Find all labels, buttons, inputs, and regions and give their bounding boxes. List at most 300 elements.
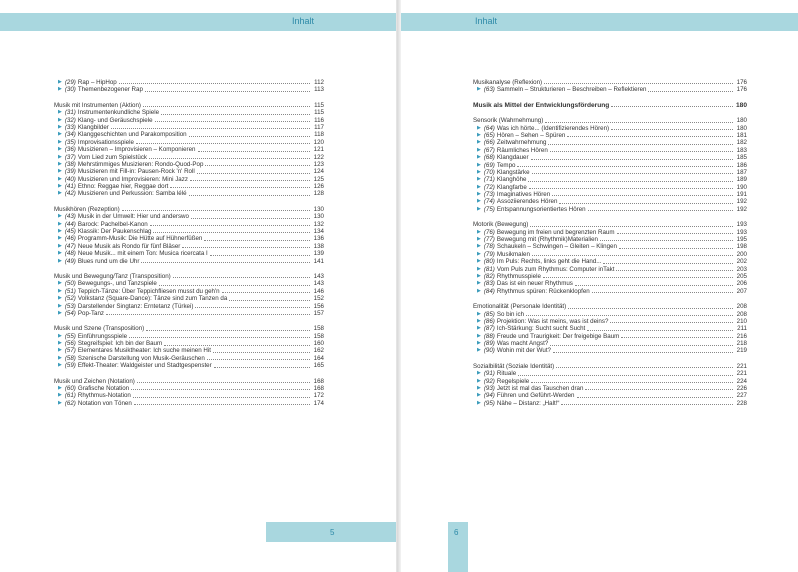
triangle-bullet-icon: ▶ bbox=[477, 310, 481, 317]
entry-title: Zeitwahrnehmung bbox=[496, 139, 547, 147]
entry-number: (83) bbox=[483, 280, 495, 288]
entry-number: (64) bbox=[483, 124, 495, 132]
dot-leader bbox=[189, 136, 310, 137]
page-ref: 143 bbox=[313, 272, 324, 280]
entry-title: Pop-Tanz bbox=[77, 309, 105, 317]
triangle-bullet-icon: ▶ bbox=[58, 302, 62, 309]
dot-leader bbox=[592, 292, 733, 293]
toc-entry-row bbox=[473, 162, 747, 169]
toc-entry-row bbox=[54, 362, 324, 369]
page-ref: 115 bbox=[314, 109, 324, 117]
triangle-bullet-icon: ▶ bbox=[58, 78, 62, 85]
toc-entry-row bbox=[473, 125, 747, 132]
triangle-bullet-icon: ▶ bbox=[477, 385, 481, 392]
entry-number: (57) bbox=[64, 347, 76, 355]
dot-leader bbox=[556, 367, 733, 368]
entry-title: Schaukeln – Schwingen – Gleiten – Klingen bbox=[496, 243, 617, 251]
entry-number: (80) bbox=[483, 258, 495, 266]
entry-number: (93) bbox=[483, 385, 495, 393]
page-ref: 152 bbox=[313, 295, 324, 303]
triangle-bullet-icon: ▶ bbox=[58, 332, 62, 339]
entry-number: (33) bbox=[64, 123, 76, 131]
page-ref: 122 bbox=[313, 153, 324, 161]
entry-title: So bin ich bbox=[496, 310, 525, 318]
entry-number: (79) bbox=[483, 250, 495, 258]
dot-leader bbox=[621, 337, 733, 338]
triangle-bullet-icon: ▶ bbox=[58, 116, 62, 123]
dot-leader bbox=[545, 122, 733, 123]
toc-entry-row bbox=[473, 325, 747, 332]
entry-title: Barock: Pachelbel-Kanon bbox=[77, 220, 148, 228]
page-ref: 183 bbox=[736, 146, 747, 154]
chapter-heading-row bbox=[473, 221, 747, 228]
page-ref: 191 bbox=[736, 191, 747, 199]
toc-entry-row bbox=[473, 243, 747, 250]
entry-number: (86) bbox=[483, 317, 495, 325]
entry-title: Nähe – Distanz: „Halt!“ bbox=[496, 399, 560, 407]
entry-title: Wohin mit der Wut? bbox=[496, 347, 551, 355]
toc-entry-row bbox=[473, 154, 747, 161]
page-ref: 205 bbox=[736, 272, 747, 280]
entry-number: (87) bbox=[483, 325, 495, 333]
entry-number: (43) bbox=[64, 213, 76, 221]
page-ref: 203 bbox=[736, 265, 747, 273]
entry-title: Jetzt ist mal das Tauschen dran bbox=[496, 385, 584, 393]
triangle-bullet-icon: ▶ bbox=[477, 236, 481, 243]
entry-title: Themenbezogener Rap bbox=[77, 86, 143, 94]
entry-number: (84) bbox=[483, 287, 495, 295]
triangle-bullet-icon: ▶ bbox=[477, 287, 481, 294]
dot-leader bbox=[197, 173, 310, 174]
triangle-bullet-icon: ▶ bbox=[58, 235, 62, 242]
entry-number: (76) bbox=[483, 228, 495, 236]
toc-entry-row bbox=[54, 400, 324, 407]
heading-title: Emotionalität (Personale Identität) bbox=[473, 303, 567, 311]
dot-leader bbox=[164, 345, 310, 346]
chapter-heading-row bbox=[473, 117, 747, 124]
dot-leader bbox=[561, 404, 733, 405]
entry-title: Musizieren und Improvisieren: Mini Jazz bbox=[77, 175, 188, 183]
toc-entry-row bbox=[473, 400, 747, 407]
chapter-heading-row bbox=[473, 303, 747, 310]
page-ref: 190 bbox=[736, 183, 747, 191]
entry-title: Improvisationsspiele bbox=[77, 138, 134, 146]
dot-leader bbox=[528, 181, 733, 182]
toc-entry-row bbox=[473, 333, 747, 340]
page-ref: 208 bbox=[736, 303, 747, 311]
dot-leader bbox=[150, 225, 310, 226]
right-table-of-contents bbox=[473, 79, 747, 415]
toc-entry-row bbox=[54, 392, 324, 399]
page-ref: 136 bbox=[313, 235, 324, 243]
chapter-heading-row bbox=[54, 102, 324, 109]
page-ref: 193 bbox=[736, 221, 747, 229]
dot-leader bbox=[585, 389, 733, 390]
entry-number: (53) bbox=[64, 302, 76, 310]
page-ref: 158 bbox=[313, 332, 324, 340]
page-ref: 123 bbox=[313, 160, 324, 168]
dot-leader bbox=[550, 151, 733, 152]
toc-entry-row bbox=[473, 258, 747, 265]
left-page-number: 5 bbox=[330, 528, 335, 537]
dot-leader bbox=[134, 404, 310, 405]
toc-entry-row bbox=[473, 348, 747, 355]
page-ref: 186 bbox=[736, 161, 747, 169]
heading-title: Musik und Zeichen (Notation) bbox=[54, 377, 135, 385]
page-ref: 130 bbox=[313, 213, 324, 221]
toc-entry-row bbox=[473, 340, 747, 347]
entry-title: Stegreifspiel: Ich bin der Baum bbox=[77, 340, 163, 348]
dot-leader bbox=[588, 210, 733, 211]
page-ref: 118 bbox=[314, 131, 324, 139]
entry-number: (55) bbox=[64, 332, 76, 340]
toc-entry-row bbox=[473, 392, 747, 399]
dot-leader bbox=[531, 382, 733, 383]
triangle-bullet-icon: ▶ bbox=[477, 258, 481, 265]
dot-leader bbox=[122, 210, 310, 211]
triangle-bullet-icon: ▶ bbox=[58, 340, 62, 347]
dot-leader bbox=[532, 255, 733, 256]
triangle-bullet-icon: ▶ bbox=[58, 347, 62, 354]
entry-number: (54) bbox=[64, 309, 76, 317]
entry-title: Ich-Stärkung: Sucht sucht Sucht bbox=[496, 325, 586, 333]
entry-title: Führen und Geführt-Werden bbox=[496, 392, 575, 400]
entry-title: Imaginatives Hören bbox=[496, 191, 551, 199]
toc-entry-row bbox=[473, 318, 747, 325]
toc-section bbox=[473, 303, 747, 355]
toc-entry-row bbox=[54, 333, 324, 340]
entry-number: (71) bbox=[483, 176, 495, 184]
triangle-bullet-icon: ▶ bbox=[58, 86, 62, 93]
entry-title: Klang- und Geräuschspiele bbox=[77, 116, 153, 124]
dot-leader bbox=[195, 307, 310, 308]
page-ref: 117 bbox=[314, 123, 324, 131]
page-ref: 139 bbox=[313, 250, 324, 258]
right-page-number: 6 bbox=[454, 528, 459, 537]
dot-leader bbox=[204, 240, 310, 241]
toc-entry-row bbox=[54, 243, 324, 250]
dot-leader bbox=[611, 129, 733, 130]
triangle-bullet-icon: ▶ bbox=[58, 309, 62, 316]
toc-entry-row bbox=[473, 184, 747, 191]
toc-entry-row bbox=[54, 117, 324, 124]
dot-leader bbox=[531, 159, 733, 160]
dot-leader bbox=[191, 218, 310, 219]
toc-entry-row bbox=[54, 154, 324, 161]
entry-number: (35) bbox=[64, 138, 76, 146]
page-ref: 226 bbox=[736, 385, 747, 393]
page-ref: 128 bbox=[313, 190, 324, 198]
toc-entry-row bbox=[54, 183, 324, 190]
toc-entry-row bbox=[473, 191, 747, 198]
entry-number: (42) bbox=[64, 190, 76, 198]
entry-number: (92) bbox=[483, 377, 495, 385]
dot-leader bbox=[529, 188, 733, 189]
page-ref: 174 bbox=[313, 399, 324, 407]
page-ref: 160 bbox=[313, 340, 324, 348]
dot-leader bbox=[600, 240, 733, 241]
entry-number: (59) bbox=[64, 362, 76, 370]
entry-title: Elementares Musiktheater: Ich suche meinen Hit bbox=[77, 347, 211, 355]
entry-number: (38) bbox=[64, 160, 76, 168]
page-ref: 181 bbox=[736, 131, 747, 139]
entry-number: (63) bbox=[483, 86, 495, 94]
triangle-bullet-icon: ▶ bbox=[477, 228, 481, 235]
heading-title: Musik mit Instrumenten (Aktion) bbox=[54, 101, 141, 109]
toc-section bbox=[54, 206, 324, 265]
triangle-bullet-icon: ▶ bbox=[58, 295, 62, 302]
chapter-heading-row bbox=[473, 363, 747, 370]
dot-leader bbox=[577, 397, 734, 398]
page-ref: 125 bbox=[313, 175, 324, 183]
page-ref: 138 bbox=[313, 242, 324, 250]
toc-entry-row bbox=[54, 235, 324, 242]
page-ref: 164 bbox=[313, 354, 324, 362]
page-ref: 206 bbox=[736, 280, 747, 288]
toc-entry-row bbox=[473, 139, 747, 146]
entry-title: Notation von Tönen bbox=[77, 399, 132, 407]
toc-entry-row bbox=[54, 190, 324, 197]
triangle-bullet-icon: ▶ bbox=[477, 86, 481, 93]
page-ref: 200 bbox=[736, 250, 747, 258]
dot-leader bbox=[611, 106, 733, 107]
toc-entry-row bbox=[473, 385, 747, 392]
entry-title: Ethno: Reggae hier, Reggae dort bbox=[77, 183, 169, 191]
page-ref: 219 bbox=[736, 347, 747, 355]
toc-section bbox=[54, 273, 324, 317]
dot-leader bbox=[205, 165, 310, 166]
page-ref: 187 bbox=[736, 168, 747, 176]
toc-entry-row bbox=[473, 370, 747, 377]
entry-title: Regelspiele bbox=[496, 377, 530, 385]
entry-number: (65) bbox=[483, 131, 495, 139]
left-page bbox=[0, 0, 397, 572]
page-ref: 130 bbox=[313, 205, 324, 213]
toc-entry-row bbox=[54, 250, 324, 257]
right-page-footer bbox=[448, 522, 468, 572]
triangle-bullet-icon: ▶ bbox=[477, 280, 481, 287]
page-ref: 146 bbox=[313, 287, 324, 295]
dot-leader bbox=[526, 315, 733, 316]
dot-leader bbox=[182, 247, 310, 248]
toc-entry-row bbox=[54, 79, 324, 86]
dot-leader bbox=[617, 233, 733, 234]
page-ref: 193 bbox=[736, 228, 747, 236]
page-ref: 168 bbox=[313, 377, 324, 385]
left-table-of-contents bbox=[54, 79, 324, 415]
toc-section bbox=[473, 79, 747, 94]
triangle-bullet-icon: ▶ bbox=[477, 168, 481, 175]
toc-entry-row bbox=[473, 251, 747, 258]
triangle-bullet-icon: ▶ bbox=[58, 183, 62, 190]
dot-leader bbox=[648, 91, 733, 92]
triangle-bullet-icon: ▶ bbox=[58, 362, 62, 369]
dot-leader bbox=[189, 195, 310, 196]
dot-leader bbox=[159, 285, 310, 286]
dot-leader bbox=[214, 367, 310, 368]
entry-number: (39) bbox=[64, 168, 76, 176]
page-ref: 126 bbox=[313, 183, 324, 191]
page-ref: 210 bbox=[736, 317, 747, 325]
toc-section bbox=[54, 102, 324, 198]
entry-number: (50) bbox=[64, 280, 76, 288]
page-ref: 182 bbox=[736, 139, 747, 147]
triangle-bullet-icon: ▶ bbox=[58, 168, 62, 175]
entry-number: (75) bbox=[483, 205, 495, 213]
entry-title: Entspannungsorientiertes Hören bbox=[496, 205, 586, 213]
page-ref: 211 bbox=[737, 325, 747, 333]
page-ref: 143 bbox=[313, 280, 324, 288]
toc-section bbox=[473, 117, 747, 213]
triangle-bullet-icon: ▶ bbox=[477, 332, 481, 339]
page-ref: 218 bbox=[736, 340, 747, 348]
entry-title: Effekt-Theater: Waldgeister und Stadtgespenster bbox=[77, 362, 212, 370]
dot-leader bbox=[146, 330, 310, 331]
page-ref: 124 bbox=[313, 168, 324, 176]
entry-number: (85) bbox=[483, 310, 495, 318]
triangle-bullet-icon: ▶ bbox=[477, 198, 481, 205]
toc-entry-row bbox=[54, 131, 324, 138]
dot-leader bbox=[568, 308, 733, 309]
toc-entry-row bbox=[473, 266, 747, 273]
toc-entry-row bbox=[54, 139, 324, 146]
page-ref: 202 bbox=[736, 258, 747, 266]
heading-title: Musik und Szene (Transposition) bbox=[54, 325, 145, 333]
toc-entry-row bbox=[473, 236, 747, 243]
dot-leader bbox=[553, 352, 733, 353]
toc-entry-row bbox=[54, 310, 324, 317]
heading-title: Musikhören (Rezeption) bbox=[54, 205, 120, 213]
entry-number: (94) bbox=[483, 392, 495, 400]
dot-leader bbox=[153, 232, 310, 233]
chapter-heading-row bbox=[54, 378, 324, 385]
page-ref: 221 bbox=[736, 370, 747, 378]
page-ref: 158 bbox=[313, 325, 324, 333]
entry-title: Klanghöhe bbox=[496, 176, 527, 184]
entry-number: (74) bbox=[483, 198, 495, 206]
dot-leader bbox=[610, 322, 733, 323]
toc-entry-row bbox=[473, 378, 747, 385]
page-ref: 172 bbox=[313, 392, 324, 400]
triangle-bullet-icon: ▶ bbox=[58, 175, 62, 182]
dot-leader bbox=[548, 144, 733, 145]
triangle-bullet-icon: ▶ bbox=[477, 124, 481, 131]
entry-number: (36) bbox=[64, 146, 76, 154]
triangle-bullet-icon: ▶ bbox=[477, 265, 481, 272]
entry-number: (66) bbox=[483, 139, 495, 147]
toc-entry-row bbox=[54, 385, 324, 392]
toc-entry-row bbox=[473, 169, 747, 176]
dot-leader bbox=[129, 337, 310, 338]
dot-leader bbox=[229, 300, 310, 301]
toc-entry-row bbox=[54, 146, 324, 153]
entry-title: Musikmalen bbox=[496, 250, 530, 258]
toc-section bbox=[473, 221, 747, 295]
right-header-title: Inhalt bbox=[475, 16, 498, 26]
toc-section bbox=[54, 325, 324, 369]
page-ref: 112 bbox=[314, 78, 324, 86]
triangle-bullet-icon: ▶ bbox=[58, 109, 62, 116]
heading-title: Sensorik (Wahrnehmung) bbox=[473, 117, 544, 125]
entry-title: Blues rund um die Uhr bbox=[77, 257, 140, 265]
page-ref: 116 bbox=[314, 116, 324, 124]
entry-number: (45) bbox=[64, 228, 76, 236]
entry-number: (81) bbox=[483, 265, 495, 273]
entry-number: (48) bbox=[64, 250, 76, 258]
dot-leader bbox=[213, 352, 310, 353]
toc-entry-row bbox=[54, 258, 324, 265]
toc-entry-row bbox=[54, 288, 324, 295]
triangle-bullet-icon: ▶ bbox=[477, 154, 481, 161]
page-ref: 120 bbox=[313, 138, 324, 146]
entry-number: (62) bbox=[64, 399, 76, 407]
entry-number: (69) bbox=[483, 161, 495, 169]
page-ref: 221 bbox=[736, 362, 747, 370]
heading-title: Musik und Bewegung/Tanz (Transposition) bbox=[54, 272, 171, 280]
page-ref: 180 bbox=[736, 117, 747, 125]
entry-number: (60) bbox=[64, 385, 76, 393]
entry-number: (56) bbox=[64, 340, 76, 348]
entry-number: (77) bbox=[483, 236, 495, 244]
triangle-bullet-icon: ▶ bbox=[58, 146, 62, 153]
entry-number: (95) bbox=[483, 399, 495, 407]
triangle-bullet-icon: ▶ bbox=[477, 183, 481, 190]
entry-number: (82) bbox=[483, 272, 495, 280]
entry-title: Grafische Notation bbox=[77, 385, 130, 393]
triangle-bullet-icon: ▶ bbox=[477, 250, 481, 257]
triangle-bullet-icon: ▶ bbox=[58, 131, 62, 138]
toc-section bbox=[473, 102, 747, 109]
dot-leader bbox=[136, 143, 310, 144]
triangle-bullet-icon: ▶ bbox=[58, 160, 62, 167]
toc-entry-row bbox=[54, 340, 324, 347]
page-ref: 180 bbox=[735, 101, 747, 109]
entry-title: Musizieren – Improvisieren – Komponieren bbox=[77, 146, 196, 154]
page-ref: 180 bbox=[736, 124, 747, 132]
dot-leader bbox=[119, 83, 310, 84]
entry-number: (37) bbox=[64, 153, 76, 161]
entry-number: (49) bbox=[64, 257, 76, 265]
entry-number: (58) bbox=[64, 354, 76, 362]
entry-title: Darstellender Singtanz: Erntetanz (Türkei) bbox=[77, 302, 194, 310]
entry-title: Klangdauer bbox=[496, 154, 529, 162]
entry-title: Klangbilder bbox=[77, 123, 109, 131]
entry-number: (46) bbox=[64, 235, 76, 243]
triangle-bullet-icon: ▶ bbox=[477, 131, 481, 138]
dot-leader bbox=[575, 285, 733, 286]
entry-title: Musik in der Umwelt: Hier und anderswo bbox=[77, 213, 189, 221]
entry-number: (51) bbox=[64, 287, 76, 295]
heading-title: Musikanalyse (Reflexion) bbox=[473, 78, 543, 86]
page-ref: 224 bbox=[736, 377, 747, 385]
right-page bbox=[401, 0, 798, 572]
entry-number: (91) bbox=[483, 370, 495, 378]
toc-section bbox=[54, 79, 324, 94]
entry-title: Das ist ein neuer Rhythmus bbox=[496, 280, 573, 288]
toc-entry-row bbox=[54, 295, 324, 302]
toc-entry-row bbox=[473, 273, 747, 280]
dot-leader bbox=[133, 397, 310, 398]
left-page-header bbox=[0, 13, 396, 31]
toc-entry-row bbox=[54, 280, 324, 287]
dot-leader bbox=[111, 128, 310, 129]
entry-title: Neue Musik... mit einem Ton: Musica ricercata I bbox=[77, 250, 208, 258]
entry-number: (29) bbox=[64, 78, 76, 86]
entry-title: Klangstärke bbox=[496, 168, 530, 176]
dot-leader bbox=[131, 389, 310, 390]
entry-title: Rituale bbox=[496, 370, 517, 378]
entry-number: (52) bbox=[64, 295, 76, 303]
